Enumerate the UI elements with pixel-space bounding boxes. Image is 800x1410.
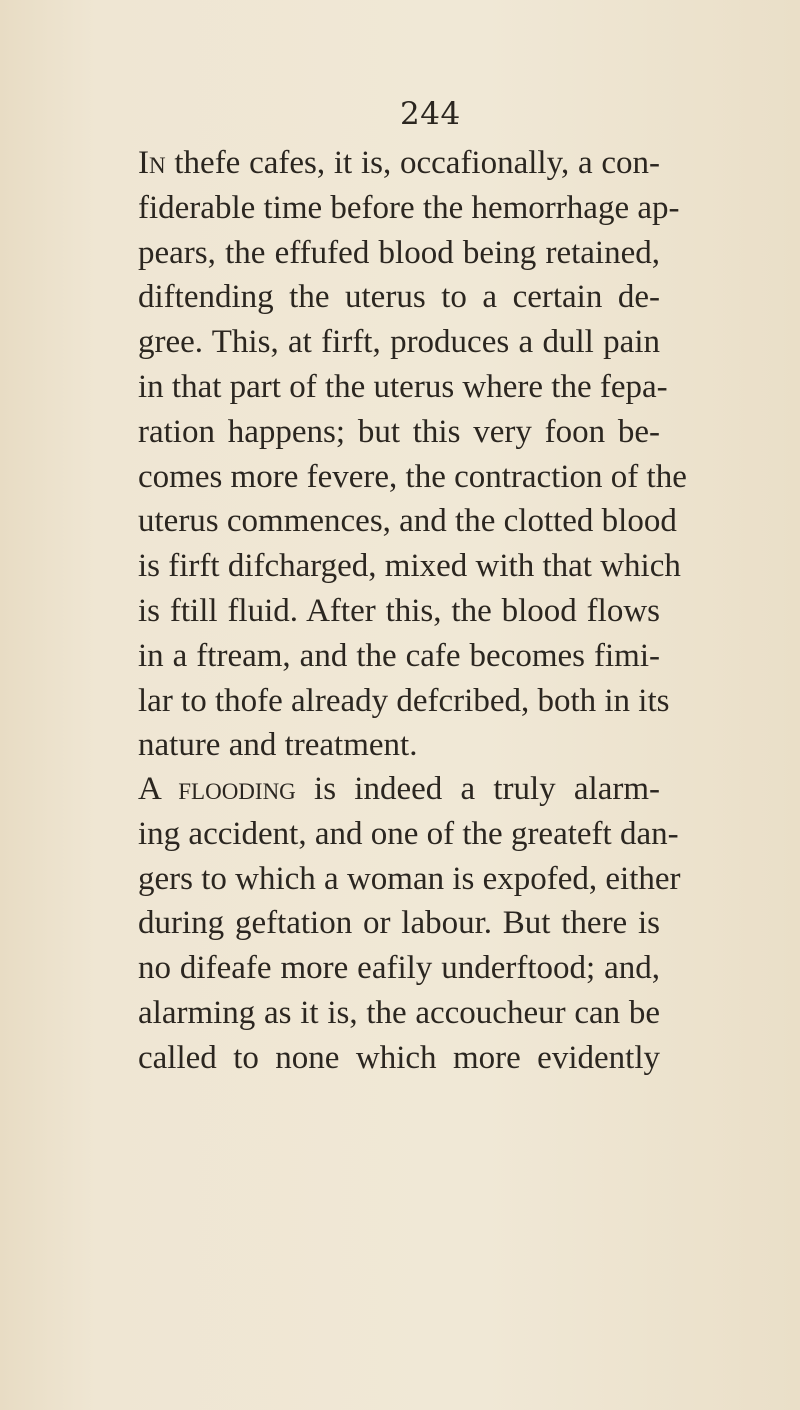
text-line: ration happens; but this very foon be-	[138, 413, 660, 450]
text-line: nature and treatment.	[138, 727, 418, 764]
text-line: fiderable time before the hemorrhage ap-	[138, 189, 680, 226]
paragraph-2	[138, 767, 681, 1081]
text-line: during geftation or labour. But there is	[138, 905, 660, 942]
text-line: in that part of the uterus where the fepa-	[138, 368, 668, 405]
paragraph-1	[138, 141, 687, 768]
page-number: 244	[400, 96, 461, 132]
text-line: is ftill fluid. After this, the blood flows	[138, 592, 660, 629]
text-line: called to none which more evidently	[138, 1039, 660, 1076]
text-line: lar to thofe already defcribed, both in its	[138, 682, 670, 719]
text-line: is firft difcharged, mixed with that which	[138, 548, 681, 585]
text-line: no difeafe more eafily underftood; and,	[138, 950, 660, 987]
text-line: A flooding is indeed a truly alarm-	[138, 771, 661, 807]
text-line: diftending the uterus to a certain de-	[138, 279, 660, 316]
text-line: gers to which a woman is expofed, either	[138, 860, 681, 897]
text-line: in a ftream, and the cafe becomes fimi-	[138, 637, 660, 674]
paragraph-lead: A flooding	[138, 771, 296, 807]
paragraph-lead: In	[138, 145, 166, 181]
text-line: ing accident, and one of the greateft dan-	[138, 815, 679, 852]
text-line: comes more fevere, the contraction of the	[138, 458, 687, 495]
text-line: gree. This, at firft, produces a dull pain	[138, 324, 660, 361]
text-line: In thefe cafes, it is, occafionally, a con-	[138, 145, 660, 181]
text-line: alarming as it is, the accoucheur can be	[138, 994, 660, 1031]
text-line: pears, the effufed blood being retained,	[138, 234, 660, 271]
text-line: uterus commences, and the clotted blood	[138, 503, 677, 540]
